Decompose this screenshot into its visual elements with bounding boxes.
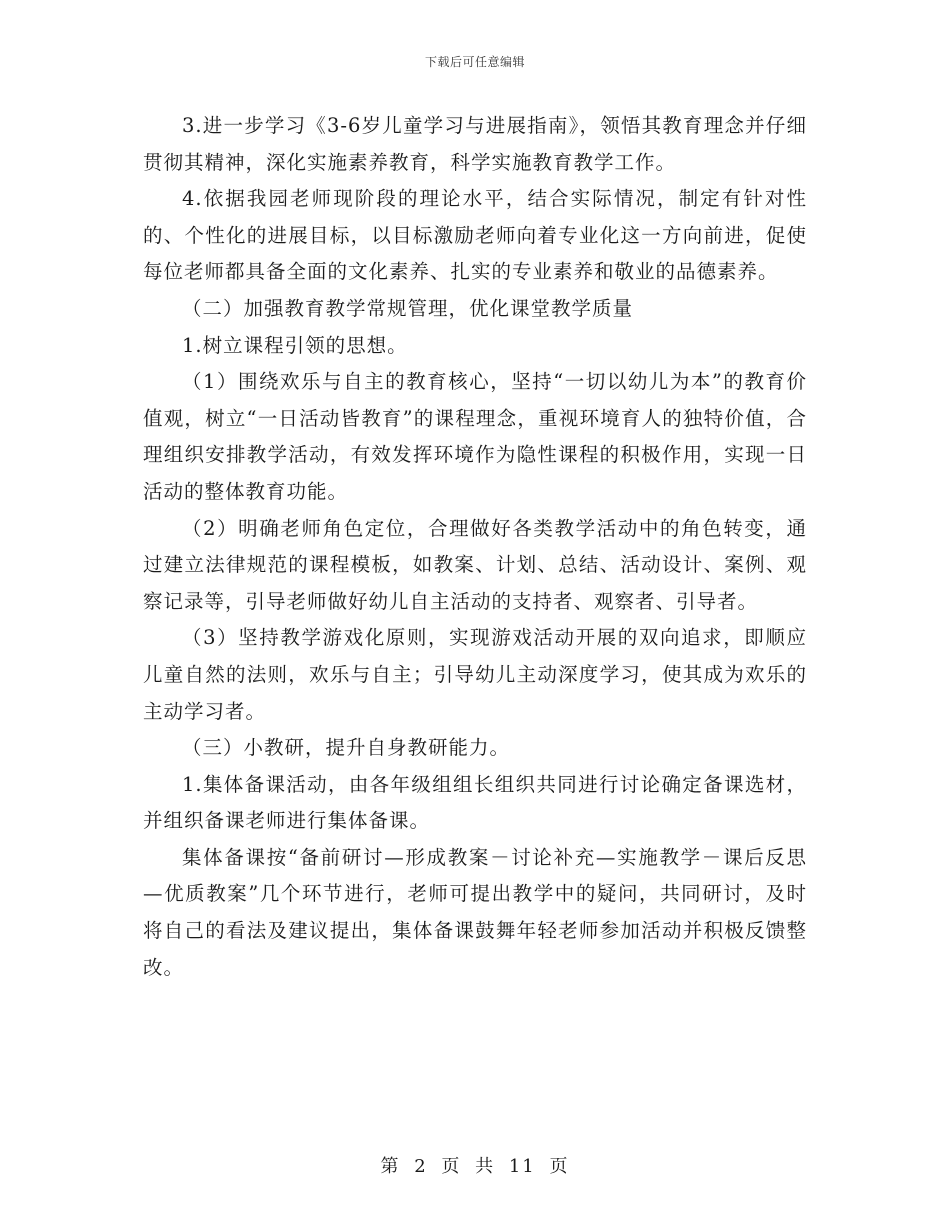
- section-heading-3: （三）小教研，提升自身教研能力。: [182, 736, 511, 760]
- paragraph-sub-3: （3）坚持教学游戏化原则，实现游戏活动开展的双向追求，即顺应儿童自然的法则，欢乐与自主；引导幼儿主动深度学习，使其成为欢乐的主动学习者。: [143, 626, 807, 723]
- document-body: [143, 108, 807, 986]
- paragraph-collective-prep: 集体备课按“备前研讨—形成教案－讨论补充—实施教学－课后反思—优质教案”几个环节进行，老师可提出教学中的疑问，共同研讨，及时将自己的看法及建议提出，集体备课鼓舞年轻老师参加活动并积极反馈整改。: [143, 845, 807, 979]
- paragraph-sub-1: （1）围绕欢乐与自主的教育核心，坚持“一切以幼儿为本”的教育价值观，树立“一日活动皆教育”的课程理念，重视环境育人的独特价值，合理组织安排教学活动，有效发挥环境作为隐性课程的积极作用，实现一日活动的整体教育功能。: [143, 370, 807, 503]
- paragraph-item-3: 3.进一步学习《3-6岁儿童学习与进展指南》，领悟其教育理念并仔细贯彻其精神，深化实施素养教育，科学实施教育教学工作。: [143, 114, 807, 174]
- page-indicator: 第 2 页 共 11 页: [380, 1156, 570, 1177]
- header-note: 下载后可任意编辑: [424, 55, 525, 69]
- paragraph-sub-2: （2）明确老师角色定位，合理做好各类教学活动中的角色转变，通过建立法律规范的课程模板，如教案、计划、总结、活动设计、案例、观察记录等，引导老师做好幼儿自主活动的支持者、观察者、引导者。: [143, 516, 807, 613]
- section-heading-2: （二）加强教育教学常规管理，优化课堂教学质量: [182, 296, 634, 320]
- paragraph-item-4: 4.依据我园老师现阶段的理论水平，结合实际情况，制定有针对性的、个性化的进展目标，以目标激励老师向着专业化这一方向前进，促使每位老师都具备全面的文化素养、扎实的专业素养和敬业的品德素养。: [143, 187, 807, 284]
- paragraph-item-1: 1.树立课程引领的思想。: [182, 333, 408, 357]
- paragraph-item-1b: 1.集体备课活动，由各年级组组长组织共同进行讨论确定备课选材，并组织备课老师进行集体备课。: [143, 772, 807, 833]
